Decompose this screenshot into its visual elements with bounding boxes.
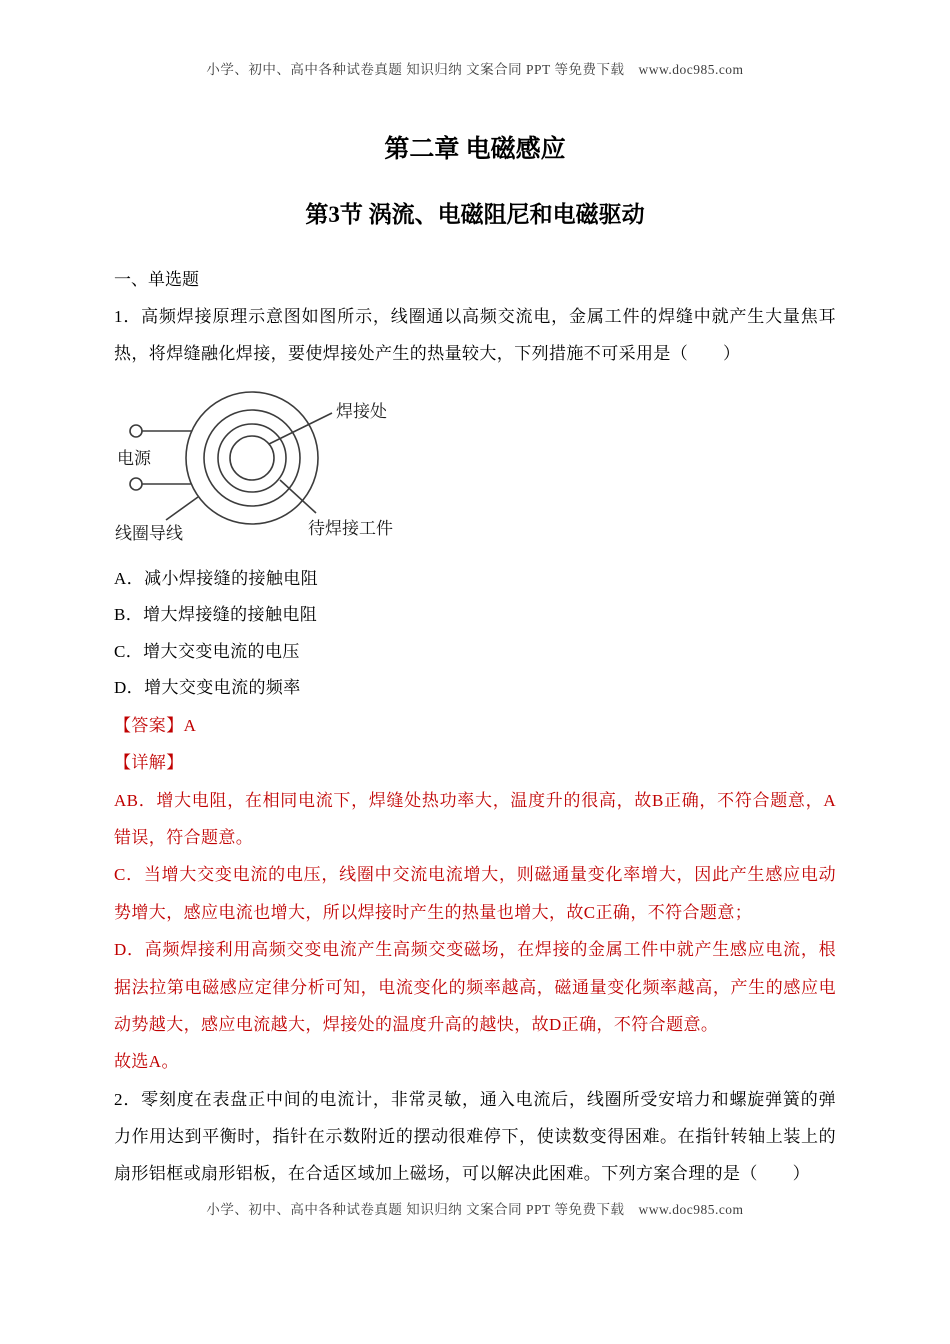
- power-terminal-bottom: [130, 478, 142, 490]
- header-text: 小学、初中、高中各种试卷真题 知识归纳 文案合同 PPT 等免费下载: [206, 62, 625, 77]
- page-header: [0, 58, 950, 78]
- question-1-conclusion: 故选A。: [114, 1052, 179, 1072]
- section-title: 第3节 涡流、电磁阻尼和电磁驱动: [305, 202, 645, 228]
- welding-diagram-svg: [114, 379, 459, 551]
- question-type-heading: 一、单选题: [114, 270, 199, 289]
- workpiece-label: 待焊接工件: [308, 518, 393, 538]
- coil-wire-label: 线圈导线: [115, 523, 183, 543]
- workpiece-leader-line: [280, 480, 316, 513]
- question-1-explanation-c: C．当增大交变电流的电压，线圈中交流电流增大，则磁通量变化率增大，因此产生感应电动势增大，感应电流也增大，所以焊接时产生的热量也增大，故C正确，不符合题意；: [114, 865, 836, 922]
- power-terminal-top: [130, 425, 142, 437]
- question-1-option-b: B．增大焊接缝的接触电阻: [114, 605, 318, 625]
- workpiece-outer-circle: [218, 424, 286, 492]
- coil-wire-leader-line: [166, 497, 198, 520]
- question-1-answer: 【答案】A: [114, 715, 197, 735]
- power-source-label: 电源: [117, 448, 151, 468]
- footer-text: 小学、初中、高中各种试卷真题 知识归纳 文案合同 PPT 等免费下载: [206, 1202, 625, 1217]
- footer-site-link[interactable]: www.doc985.com: [638, 1202, 744, 1217]
- question-2-stem: 2．零刻度在表盘正中间的电流计，非常灵敏，通入电流后，线圈所受安培力和螺旋弹簧的弹力作用达到平衡时，指针在示数附近的摆动很难停下，使读数变得困难。在指针转轴上装上的扇形铝框或扇形铝板，在合适区域加上磁场，可以解决此困难。下列方案合理的是（ ）: [114, 1089, 836, 1184]
- question-1-explanation-d: D．高频焊接利用高频交变电流产生高频交变磁场，在焊接的金属工件中就产生感应电流，根据法拉第电磁感应定律分析可知，电流变化的频率越高，磁通量变化频率越高，产生的感应电动势越大，感应电流越大，焊接处的温度升高的越快，故D正确，不符合题意。: [114, 940, 836, 1034]
- question-1-stem: 1．高频焊接原理示意图如图所示，线圈通以高频交流电，金属工件的焊缝中就产生大量焦耳热，将焊缝融化焊接，要使焊接处产生的热量较大，下列措施不可采用是（ ）: [114, 306, 836, 364]
- chapter-title: 第二章 电磁感应: [384, 136, 566, 163]
- question-1-option-a: A．减小焊接缝的接触电阻: [114, 568, 319, 588]
- question-1-option-d: D．增大交变电流的频率: [114, 678, 301, 698]
- question-1-detail-label: 【详解】: [114, 753, 184, 773]
- question-1-option-c: C．增大交变电流的电压: [114, 641, 300, 661]
- page-footer: [0, 1198, 950, 1218]
- weld-point-label: 焊接处: [336, 401, 387, 421]
- coil-outer-circle: [186, 392, 318, 524]
- workpiece-inner-circle: [230, 436, 274, 480]
- welding-diagram: [114, 379, 459, 551]
- question-1-explanation-ab: AB．增大电阻，在相同电流下，焊缝处热功率大，温度升的很高，故B正确，不符合题意，A错误，符合题意。: [114, 790, 836, 847]
- header-site-link[interactable]: www.doc985.com: [638, 62, 744, 77]
